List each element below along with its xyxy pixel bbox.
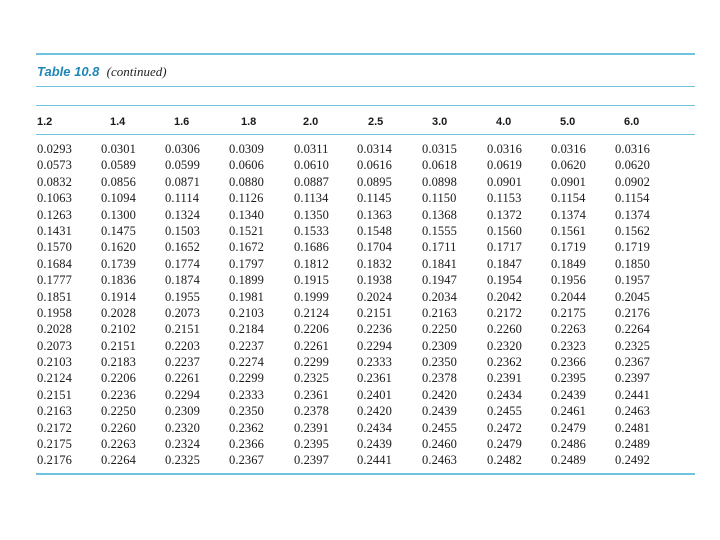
table-cell: 0.2350: [422, 355, 457, 370]
table-cell: 0.2479: [551, 420, 586, 435]
column-header: 4.0: [496, 116, 512, 128]
table-cell: 0.2263: [101, 437, 136, 452]
table-cell: 0.2309: [165, 404, 200, 419]
table-cell: 0.2206: [101, 371, 136, 386]
table-cell: 0.1774: [165, 256, 200, 271]
table-cell: 0.1672: [229, 240, 264, 255]
table-row: [0, 370, 720, 386]
table-cell: 0.2492: [615, 453, 650, 468]
table-cell: 0.2294: [357, 338, 392, 353]
table-cell: 0.0306: [165, 142, 200, 156]
table-cell: 0.0620: [615, 158, 650, 173]
table-cell: 0.2441: [357, 453, 392, 468]
table-cell: 0.2175: [551, 305, 586, 320]
table-cell: 0.2401: [357, 387, 392, 402]
table-cell: 0.2206: [294, 322, 329, 337]
table-cell: 0.2034: [422, 289, 457, 304]
table-cell: 0.2274: [229, 355, 264, 370]
table-cell: 0.2455: [422, 420, 457, 435]
table-cell: 0.0573: [37, 158, 72, 173]
table-cell: 0.1999: [294, 289, 329, 304]
table-cell: 0.2236: [357, 322, 392, 337]
table-cell: 0.1114: [165, 191, 200, 206]
column-header: 5.0: [560, 116, 576, 128]
table-cell: 0.2028: [101, 305, 136, 320]
table-row: [0, 452, 720, 468]
table-cell: 0.1570: [37, 240, 72, 255]
table-cell: 0.1684: [37, 256, 72, 271]
table-cell: 0.2481: [615, 420, 650, 435]
table-cell: 0.2309: [422, 338, 457, 353]
table-cell: 0.1154: [615, 191, 650, 206]
table-cell: 0.2261: [165, 371, 200, 386]
table-cell: 0.1947: [422, 273, 457, 288]
table-cell: 0.1849: [551, 256, 586, 271]
table-row: [0, 420, 720, 436]
table-cell: 0.2420: [422, 387, 457, 402]
caption-rule: [36, 86, 695, 87]
table-cell: 0.0293: [37, 142, 72, 156]
table-cell: 0.2420: [357, 404, 392, 419]
table-cell: 0.2294: [165, 387, 200, 402]
table-cell: 0.2103: [37, 355, 72, 370]
table-row: [0, 190, 720, 206]
table-cell: 0.2124: [37, 371, 72, 386]
table-cell: 0.1719: [615, 240, 650, 255]
table-row: [0, 141, 720, 157]
table-cell: 0.1704: [357, 240, 392, 255]
table-cell: 0.1914: [101, 289, 136, 304]
table-cell: 0.2151: [101, 338, 136, 353]
table-cell: 0.2367: [615, 355, 650, 370]
table-cell: 0.1958: [37, 305, 72, 320]
table-cell: 0.1094: [101, 191, 136, 206]
table-cell: 0.1797: [229, 256, 264, 271]
table-cell: 0.2441: [615, 387, 650, 402]
table-cell: 0.2397: [294, 453, 329, 468]
table-caption-label: Table 10.8: [37, 64, 100, 79]
table-cell: 0.1739: [101, 256, 136, 271]
table-cell: 0.2151: [165, 322, 200, 337]
table-row: [0, 387, 720, 403]
table-cell: 0.2486: [551, 437, 586, 452]
table-cell: 0.2172: [487, 305, 522, 320]
table-cell: 0.1363: [357, 207, 392, 222]
table-cell: 0.2299: [294, 355, 329, 370]
table-cell: 0.2378: [294, 404, 329, 419]
table-cell: 0.2237: [229, 338, 264, 353]
table-cell: 0.0610: [294, 158, 329, 173]
table-cell: 0.2463: [615, 404, 650, 419]
table-cell: 0.1126: [229, 191, 264, 206]
table-cell: 0.2261: [294, 338, 329, 353]
table-cell: 0.2397: [615, 371, 650, 386]
table-cell: 0.0832: [37, 174, 72, 189]
table-cell: 0.2325: [615, 338, 650, 353]
table-cell: 0.0901: [551, 174, 586, 189]
table-cell: 0.2237: [165, 355, 200, 370]
table-cell: 0.1134: [294, 191, 329, 206]
table-row: [0, 223, 720, 239]
table-cell: 0.1503: [165, 223, 200, 238]
table-cell: 0.1777: [37, 273, 72, 288]
table-cell: 0.1063: [37, 191, 72, 206]
table-cell: 0.2236: [101, 387, 136, 402]
table-cell: 0.2333: [357, 355, 392, 370]
table-cell: 0.0309: [229, 142, 264, 156]
table-cell: 0.1154: [551, 191, 586, 206]
table-cell: 0.1836: [101, 273, 136, 288]
table-caption-note: (continued): [106, 64, 167, 79]
table-cell: 0.2439: [422, 404, 457, 419]
table-cell: 0.2362: [487, 355, 522, 370]
table-cell: 0.1548: [357, 223, 392, 238]
table-cell: 0.2391: [487, 371, 522, 386]
table-cell: 0.1521: [229, 223, 264, 238]
table-cell: 0.2260: [101, 420, 136, 435]
table-cell: 0.1832: [357, 256, 392, 271]
table-cell: 0.0619: [487, 158, 522, 173]
table-cell: 0.2151: [37, 387, 72, 402]
bottom-rule: [36, 473, 695, 475]
table-row: [0, 256, 720, 272]
table-row: [0, 354, 720, 370]
table-cell: 0.1153: [487, 191, 522, 206]
table-cell: 0.0898: [422, 174, 457, 189]
table-cell: 0.1372: [487, 207, 522, 222]
table-cell: 0.0315: [422, 142, 457, 156]
table-cell: 0.2461: [551, 404, 586, 419]
table-cell: 0.2151: [357, 305, 392, 320]
table-cell: 0.0887: [294, 174, 329, 189]
table-caption: [37, 64, 167, 80]
table-cell: 0.1711: [422, 240, 457, 255]
table-cell: 0.2460: [422, 437, 457, 452]
column-header: 1.6: [174, 116, 190, 128]
table-row: [0, 289, 720, 305]
table-cell: 0.0871: [165, 174, 200, 189]
table-cell: 0.0895: [357, 174, 392, 189]
table-cell: 0.0856: [101, 174, 136, 189]
table-cell: 0.2299: [229, 371, 264, 386]
table-cell: 0.2163: [422, 305, 457, 320]
table-cell: 0.0599: [165, 158, 200, 173]
table-cell: 0.2391: [294, 420, 329, 435]
table-cell: 0.1841: [422, 256, 457, 271]
table-cell: 0.2455: [487, 404, 522, 419]
table-cell: 0.1475: [101, 223, 136, 238]
table-row: [0, 272, 720, 288]
table-cell: 0.2024: [357, 289, 392, 304]
table-cell: 0.2434: [487, 387, 522, 402]
table-cell: 0.1340: [229, 207, 264, 222]
table-cell: 0.2320: [165, 420, 200, 435]
column-header: 1.4: [110, 116, 126, 128]
table-cell: 0.1431: [37, 223, 72, 238]
table-cell: 0.1560: [487, 223, 522, 238]
column-header: 2.5: [368, 116, 384, 128]
table-body: [0, 141, 720, 469]
table-cell: 0.2044: [551, 289, 586, 304]
table-row: [0, 157, 720, 173]
table-cell: 0.1686: [294, 240, 329, 255]
table-cell: 0.0589: [101, 158, 136, 173]
table-cell: 0.2350: [229, 404, 264, 419]
table-cell: 0.0618: [422, 158, 457, 173]
table-cell: 0.1915: [294, 273, 329, 288]
table-cell: 0.1555: [422, 223, 457, 238]
table-cell: 0.1717: [487, 240, 522, 255]
table-cell: 0.2395: [551, 371, 586, 386]
table-cell: 0.2172: [37, 420, 72, 435]
table-cell: 0.1324: [165, 207, 200, 222]
table-cell: 0.2482: [487, 453, 522, 468]
table-cell: 0.1652: [165, 240, 200, 255]
column-header: 3.0: [432, 116, 448, 128]
table-cell: 0.2361: [294, 387, 329, 402]
table-cell: 0.2395: [294, 437, 329, 452]
table-cell: 0.1350: [294, 207, 329, 222]
table-cell: 0.1955: [165, 289, 200, 304]
table-cell: 0.2333: [229, 387, 264, 402]
table-cell: 0.0606: [229, 158, 264, 173]
table-cell: 0.2073: [37, 338, 72, 353]
table-cell: 0.2378: [422, 371, 457, 386]
table-cell: 0.2103: [229, 305, 264, 320]
table-cell: 0.2489: [551, 453, 586, 468]
table-cell: 0.1263: [37, 207, 72, 222]
table-cell: 0.2361: [357, 371, 392, 386]
table-cell: 0.0620: [551, 158, 586, 173]
table-cell: 0.1300: [101, 207, 136, 222]
table-cell: 0.2439: [357, 437, 392, 452]
top-rule: [36, 53, 695, 55]
table-cell: 0.2362: [229, 420, 264, 435]
table-cell: 0.2264: [615, 322, 650, 337]
table-cell: 0.2366: [551, 355, 586, 370]
table-cell: 0.2366: [229, 437, 264, 452]
header-bottom-rule: [36, 134, 695, 135]
table-cell: 0.2203: [165, 338, 200, 353]
table-row: [0, 321, 720, 337]
header-top-rule: [36, 105, 695, 106]
table-cell: 0.2325: [165, 453, 200, 468]
table-cell: 0.2183: [101, 355, 136, 370]
table-cell: 0.1938: [357, 273, 392, 288]
table-cell: 0.0316: [615, 142, 650, 156]
table-cell: 0.0311: [294, 142, 329, 156]
table-cell: 0.2260: [487, 322, 522, 337]
table-cell: 0.2045: [615, 289, 650, 304]
table-row: [0, 403, 720, 419]
table-cell: 0.1957: [615, 273, 650, 288]
column-header: 1.2: [37, 116, 53, 128]
table-cell: 0.2323: [551, 338, 586, 353]
table-cell: 0.0616: [357, 158, 392, 173]
table-cell: 0.2175: [37, 437, 72, 452]
table-cell: 0.2102: [101, 322, 136, 337]
table-row: [0, 305, 720, 321]
table-row: [0, 239, 720, 255]
table-cell: 0.2250: [101, 404, 136, 419]
table-cell: 0.2439: [551, 387, 586, 402]
table-cell: 0.2184: [229, 322, 264, 337]
table-cell: 0.0316: [487, 142, 522, 156]
table-cell: 0.2028: [37, 322, 72, 337]
table-cell: 0.0901: [487, 174, 522, 189]
table-cell: 0.1150: [422, 191, 457, 206]
table-cell: 0.0880: [229, 174, 264, 189]
table-cell: 0.1874: [165, 273, 200, 288]
table-cell: 0.1374: [551, 207, 586, 222]
table-cell: 0.2324: [165, 437, 200, 452]
table-cell: 0.0301: [101, 142, 136, 156]
table-cell: 0.2320: [487, 338, 522, 353]
table-cell: 0.2073: [165, 305, 200, 320]
table-cell: 0.1374: [615, 207, 650, 222]
table-cell: 0.2434: [357, 420, 392, 435]
table-cell: 0.1899: [229, 273, 264, 288]
table-cell: 0.1562: [615, 223, 650, 238]
table-cell: 0.1812: [294, 256, 329, 271]
table-cell: 0.0316: [551, 142, 586, 156]
table-cell: 0.1850: [615, 256, 650, 271]
table-cell: 0.1368: [422, 207, 457, 222]
table-row: [0, 174, 720, 190]
table-cell: 0.0902: [615, 174, 650, 189]
table-cell: 0.2463: [422, 453, 457, 468]
table-cell: 0.2042: [487, 289, 522, 304]
table-cell: 0.2250: [422, 322, 457, 337]
table-cell: 0.2176: [615, 305, 650, 320]
table-header-row: [0, 116, 720, 132]
table-cell: 0.1533: [294, 223, 329, 238]
table-cell: 0.2479: [487, 437, 522, 452]
column-header: 1.8: [241, 116, 257, 128]
table-cell: 0.2163: [37, 404, 72, 419]
table-cell: 0.1954: [487, 273, 522, 288]
table-cell: 0.2325: [294, 371, 329, 386]
table-cell: 0.2124: [294, 305, 329, 320]
table-cell: 0.2489: [615, 437, 650, 452]
table-row: [0, 207, 720, 223]
table-row: [0, 436, 720, 452]
table-cell: 0.1851: [37, 289, 72, 304]
table-cell: 0.2367: [229, 453, 264, 468]
table-cell: 0.2263: [551, 322, 586, 337]
table-cell: 0.2472: [487, 420, 522, 435]
column-header: 2.0: [303, 116, 319, 128]
table-cell: 0.1719: [551, 240, 586, 255]
table-cell: 0.0314: [357, 142, 392, 156]
column-header: 6.0: [624, 116, 640, 128]
table-cell: 0.1956: [551, 273, 586, 288]
table-row: [0, 338, 720, 354]
table-cell: 0.1145: [357, 191, 392, 206]
table-cell: 0.1981: [229, 289, 264, 304]
table-cell: 0.1847: [487, 256, 522, 271]
table-cell: 0.1620: [101, 240, 136, 255]
table-cell: 0.2176: [37, 453, 72, 468]
table-cell: 0.1561: [551, 223, 586, 238]
table-cell: 0.2264: [101, 453, 136, 468]
